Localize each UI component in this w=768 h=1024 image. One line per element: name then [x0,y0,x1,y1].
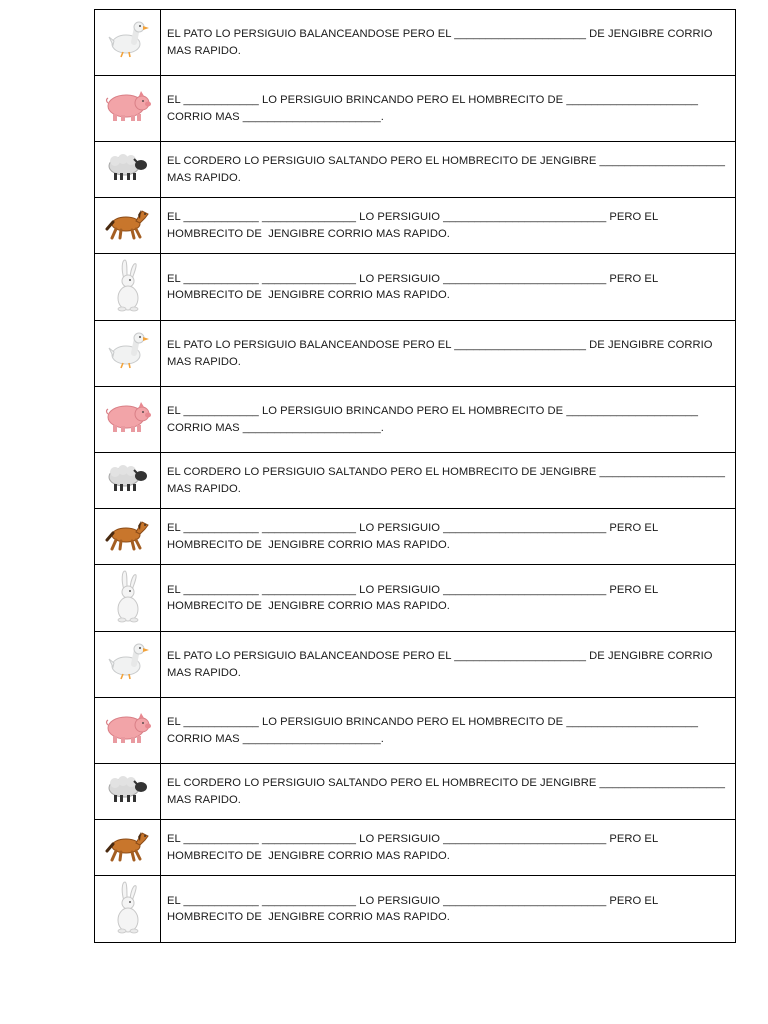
duck-icon [106,331,150,376]
worksheet-row [95,453,736,509]
sentence-cell: EL PATO LO PERSIGUIO BALANCEANDOSE PERO EL _____________________ DE JENGIBRE CORRIO MAS RAPIDO. [161,10,736,76]
worksheet-row [95,698,736,764]
worksheet-row [95,387,736,453]
sentence-cell: EL ____________ LO PERSIGUIO BRINCANDO PERO EL HOMBRECITO DE _____________________ CORRIO MAS ______________________. [161,387,736,453]
worksheet-row [95,764,736,820]
horse-icon [104,516,152,557]
sentence-cell: EL ____________ _______________ LO PERSIGUIO __________________________ PERO EL HOMBRECITO DE JENGIBRE CORRIO MAS RAPIDO. [161,820,736,876]
sentence-cell: EL ____________ _______________ LO PERSIGUIO __________________________ PERO EL HOMBRECITO DE JENGIBRE CORRIO MAS RAPIDO. [161,509,736,565]
worksheet-row [95,632,736,698]
pig-icon [104,399,152,440]
worksheet-table [94,9,736,943]
animal-cell [95,142,161,198]
sheep-icon [106,772,150,811]
animal-cell [95,198,161,254]
worksheet-row [95,321,736,387]
animal-cell [95,876,161,943]
sentence-cell: EL ____________ _______________ LO PERSIGUIO __________________________ PERO EL HOMBRECITO DE JENGIBRE CORRIO MAS RAPIDO. [161,565,736,632]
animal-cell [95,254,161,321]
horse-icon [104,205,152,246]
rabbit-icon [110,257,146,318]
pig-icon [104,710,152,751]
sentence-cell: EL PATO LO PERSIGUIO BALANCEANDOSE PERO EL _____________________ DE JENGIBRE CORRIO MAS RAPIDO. [161,632,736,698]
animal-cell [95,764,161,820]
sentence-cell: EL PATO LO PERSIGUIO BALANCEANDOSE PERO EL _____________________ DE JENGIBRE CORRIO MAS RAPIDO. [161,321,736,387]
sentence-cell: EL ____________ _______________ LO PERSIGUIO __________________________ PERO EL HOMBRECITO DE JENGIBRE CORRIO MAS RAPIDO. [161,876,736,943]
animal-cell [95,321,161,387]
animal-cell [95,387,161,453]
animal-cell [95,76,161,142]
worksheet-row [95,142,736,198]
worksheet-row [95,820,736,876]
sheep-icon [106,461,150,500]
animal-cell [95,820,161,876]
worksheet-row [95,10,736,76]
animal-cell [95,10,161,76]
sentence-cell: EL ____________ _______________ LO PERSIGUIO __________________________ PERO EL HOMBRECITO DE JENGIBRE CORRIO MAS RAPIDO. [161,254,736,321]
sentence-cell: EL ____________ LO PERSIGUIO BRINCANDO PERO EL HOMBRECITO DE _____________________ CORRIO MAS ______________________. [161,698,736,764]
duck-icon [106,642,150,687]
animal-cell [95,509,161,565]
sentence-cell: EL ____________ _______________ LO PERSIGUIO __________________________ PERO EL HOMBRECITO DE JENGIBRE CORRIO MAS RAPIDO. [161,198,736,254]
horse-icon [104,827,152,868]
worksheet-row [95,254,736,321]
worksheet-row [95,509,736,565]
worksheet-row [95,198,736,254]
animal-cell [95,698,161,764]
worksheet-rows [95,10,736,943]
animal-cell [95,565,161,632]
sheep-icon [106,150,150,189]
animal-cell [95,632,161,698]
rabbit-icon [110,879,146,940]
worksheet-row [95,565,736,632]
duck-icon [106,20,150,65]
sentence-cell: EL ____________ LO PERSIGUIO BRINCANDO PERO EL HOMBRECITO DE _____________________ CORRIO MAS ______________________. [161,76,736,142]
sentence-cell: EL CORDERO LO PERSIGUIO SALTANDO PERO EL HOMBRECITO DE JENGIBRE ____________________ MAS RAPIDO. [161,453,736,509]
sentence-cell: EL CORDERO LO PERSIGUIO SALTANDO PERO EL HOMBRECITO DE JENGIBRE ____________________ MAS RAPIDO. [161,764,736,820]
rabbit-icon [110,568,146,629]
worksheet-row [95,76,736,142]
sentence-cell: EL CORDERO LO PERSIGUIO SALTANDO PERO EL HOMBRECITO DE JENGIBRE ____________________ MAS RAPIDO. [161,142,736,198]
worksheet-row [95,876,736,943]
pig-icon [104,88,152,129]
animal-cell [95,453,161,509]
